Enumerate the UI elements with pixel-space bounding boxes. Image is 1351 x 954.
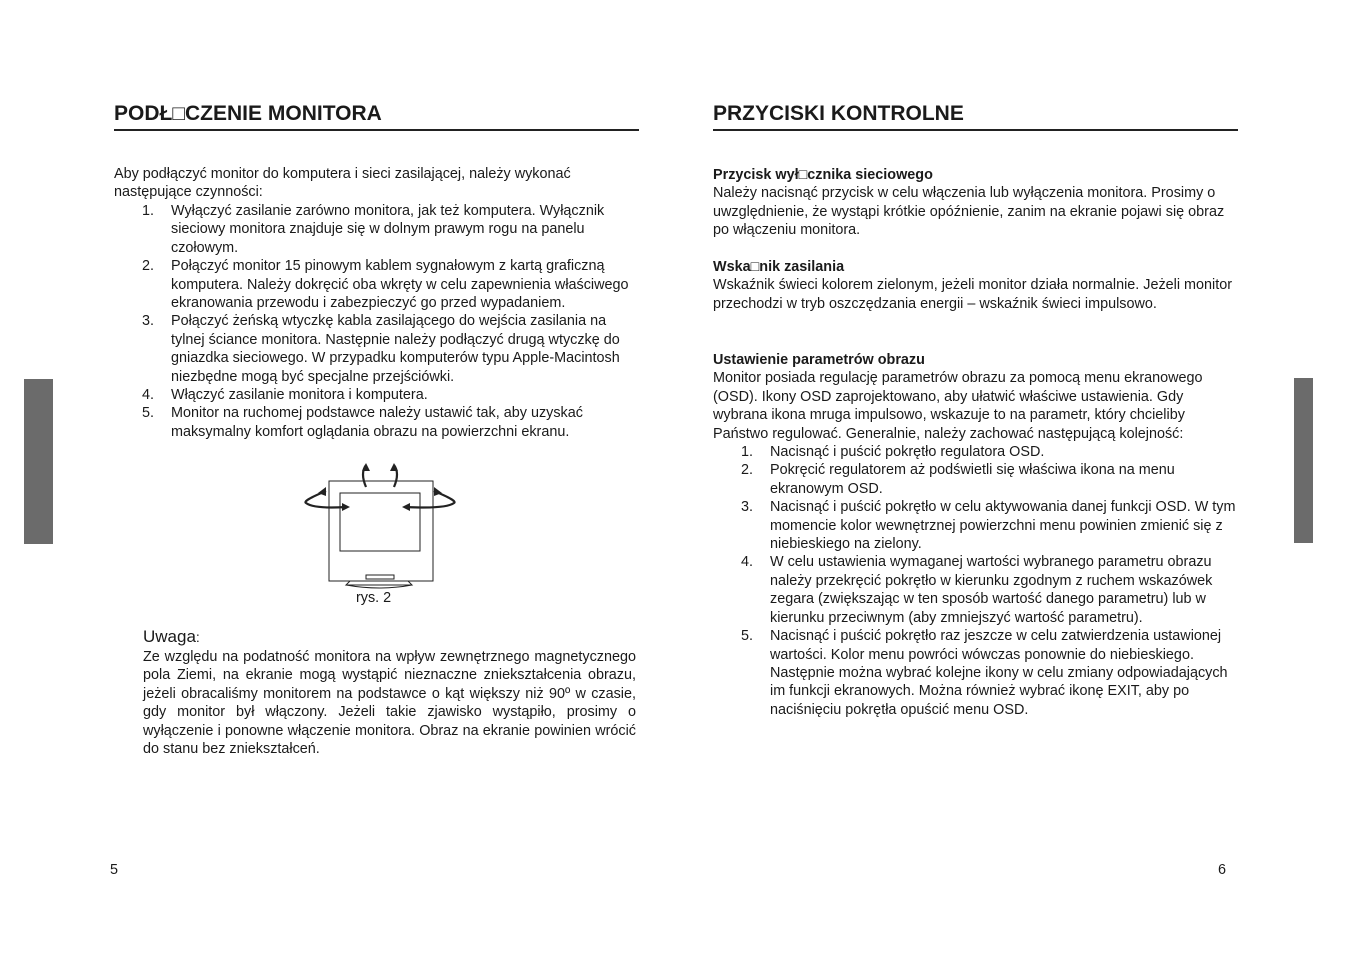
side-language-tab-left bbox=[24, 379, 53, 544]
list-item bbox=[713, 461, 1238, 498]
note-title-text: Uwaga bbox=[143, 627, 196, 646]
section-title: Ustawienie parametrów obrazu bbox=[713, 352, 925, 368]
note-body: Ze względu na podatność monitora na wpływ zewnętrznego magnetycznego pola Ziemi, na ekranie mogą wystąpić nieznaczne zniekształcenia obrazu, jeżeli obracaliśmy monitorem na podstawce o kąt większy niż 90º w czasie, gdy monitor był włączony. Jeżeli takie zjawisko wystąpiło, prosimy o wyłączenie i ponowne włączenie monitora. Obraz na ekranie powinien wrócić do stanu bez zniekształceń. bbox=[143, 649, 636, 758]
step-number: 1. bbox=[142, 203, 155, 219]
step-number: 2. bbox=[741, 462, 754, 479]
step-number: 2. bbox=[142, 258, 155, 275]
step-number: 5. bbox=[741, 628, 754, 645]
list-item bbox=[713, 443, 1238, 461]
step-number: 3. bbox=[142, 313, 155, 330]
intro-paragraph: Aby podłączyć monitor do komputera i sieci zasilającej, należy wykonać następujące czynności: bbox=[114, 166, 571, 201]
figure-caption: rys. 2 bbox=[356, 590, 392, 606]
side-language-tab-right bbox=[1294, 378, 1313, 543]
step-text: Nacisnąć i puścić pokrętło regulatora OSD. bbox=[770, 444, 1045, 461]
list-item bbox=[713, 498, 1238, 553]
page-title-controls: PRZYCISKI KONTROLNE bbox=[713, 102, 1238, 131]
section-power-switch bbox=[713, 166, 1238, 240]
list-item bbox=[114, 386, 639, 404]
step-text: Monitor na ruchomej podstawce należy ustawić tak, aby uzyskać maksymalny komfort oglądania obrazu na powierzchni ekranu. bbox=[171, 405, 583, 440]
page-number-left: 5 bbox=[110, 862, 119, 878]
page-number-right: 6 bbox=[1218, 862, 1227, 878]
step-text: W celu ustawienia wymaganej wartości wybranego parametru obrazu należy przekręcić pokrętło w kierunku zgodnym z ruchem wskazówek zegara (zwiększając w ten sposób wartość danego parametru) lub w kierunku przeciwnym (aby zmniejszyć wartość parametru). bbox=[770, 554, 1213, 626]
note-title-colon: : bbox=[195, 629, 200, 645]
section-text: Należy nacisnąć przycisk w celu włączenia lub wyłączenia monitora. Prosimy o uwzględnienie, że wystąpi krótkie opóźnienie, zanim na ekranie pojawi się obraz po włączeniu monitora. bbox=[713, 185, 1225, 239]
step-number: 1. bbox=[741, 444, 754, 461]
step-text: Nacisnąć i puścić pokrętło w celu aktywowania danej funkcji OSD. W tym momencie kolor wewnętrznej powierzchni menu powinien zmienić się z niebieskiego na zielony. bbox=[770, 499, 1236, 553]
step-number: 4. bbox=[142, 387, 155, 404]
step-text: Połączyć żeńską wtyczkę kabla zasilającego do wejścia zasilania na tylnej ściance monitora. Następnie należy podłączyć drugą wtyczkę do gniazdka sieciowego. W przypadku komputerów typu Apple-Macintosh niezbędne mogą być specjalne przejściówki. bbox=[171, 313, 620, 385]
section-text: Monitor posiada regulację parametrów obrazu za pomocą menu ekranowego (OSD). Ikony OSD zaprojektowano, aby ułatwić właściwe ustawienia. Gdy wybrana ikona mruga impulsowo, wskazuje to na parametr, który chcieliby Państwo regulować. Generalnie, należy zachować następującą kolejność: bbox=[713, 370, 1203, 442]
osd-steps-list bbox=[713, 443, 1238, 719]
step-number: 4. bbox=[741, 554, 754, 571]
page-title-connection: PODŁ□CZENIE MONITORA bbox=[114, 102, 639, 131]
section-power-indicator bbox=[713, 258, 1238, 313]
connection-steps-list bbox=[114, 202, 639, 441]
section-text: Wskaźnik świeci kolorem zielonym, jeżeli monitor działa normalnie. Jeżeli monitor przechodzi w tryb oszczędzania energii – wskaźnik świeci impulsowo. bbox=[713, 277, 1233, 312]
step-number: 5. bbox=[142, 405, 155, 422]
section-image-settings bbox=[713, 351, 1238, 719]
list-item bbox=[713, 553, 1238, 627]
section-title: Przycisk wył□cznika sieciowego bbox=[713, 167, 933, 183]
list-item bbox=[114, 404, 639, 441]
note-title bbox=[143, 627, 200, 647]
step-text: Nacisnąć i puścić pokrętło raz jeszcze w celu zatwierdzenia ustawionej wartości. Kolor menu powróci wówczas ponownie do niebieskiego. Następnie można wybrać kolejne ikony w celu zmiany odpowiadających im funkcji ekranowych. Można również wybrać ikonę EXIT, aby po naciśnięciu pokrętła opuścić menu OSD. bbox=[770, 628, 1228, 718]
list-item bbox=[114, 312, 639, 386]
section-title: Wska□nik zasilania bbox=[713, 259, 845, 275]
list-item bbox=[114, 202, 639, 257]
step-text: Włączyć zasilanie monitora i komputera. bbox=[171, 387, 428, 404]
list-item bbox=[114, 257, 639, 312]
step-text: Pokręcić regulatorem aż podświetli się właściwa ikona na menu ekranowym OSD. bbox=[770, 462, 1175, 497]
step-text: Wyłączyć zasilanie zarówno monitora, jak też komputera. Wyłącznik sieciowy monitora znajduje się w dolnym prawym rogu na panelu czołowym. bbox=[171, 203, 605, 256]
step-text: Połączyć monitor 15 pinowym kablem sygnałowym z kartą graficzną komputera. Należy dokręcić oba wkręty w celu zapewnienia właściwego ekranowania przewodu i zabezpieczyć go przed wypadaniem. bbox=[171, 258, 629, 312]
step-number: 3. bbox=[741, 499, 754, 516]
list-item bbox=[713, 627, 1238, 719]
